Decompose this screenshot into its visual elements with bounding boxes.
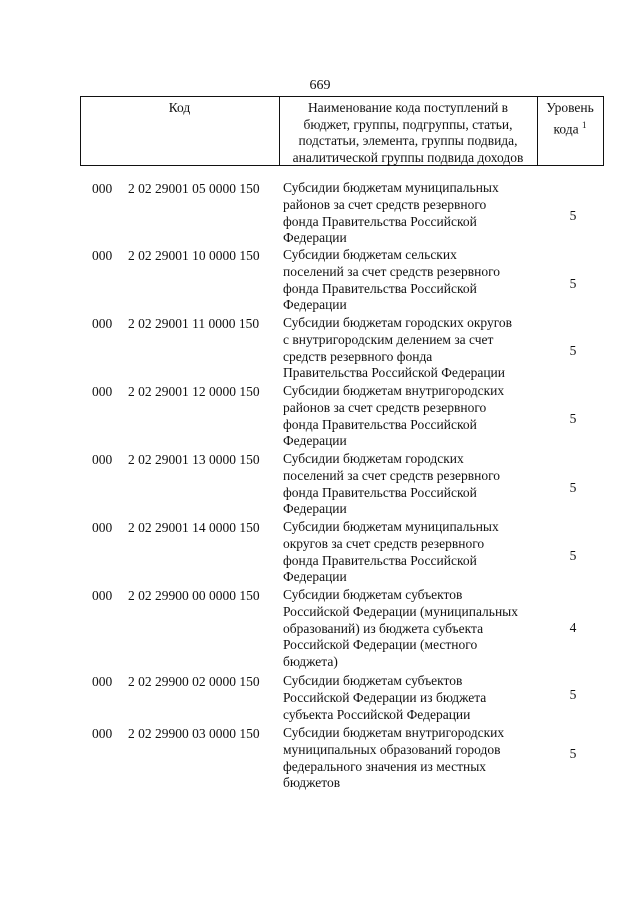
revenue-name [283, 673, 535, 723]
code-level: 5 [569, 548, 577, 563]
revenue-code: 2 02 29001 10 0000 150 [128, 248, 260, 263]
revenue-code: 2 02 29001 12 0000 150 [128, 384, 260, 399]
code-level: 5 [569, 480, 577, 495]
code-level: 5 [569, 208, 577, 223]
revenue-name-line: фонда Правительства Российской [283, 484, 477, 500]
revenue-name-line: бюджета) [283, 654, 338, 670]
revenue-name-line: Субсидии бюджетам внутригородских [283, 725, 505, 740]
header-level [537, 100, 603, 138]
revenue-name-line: Субсидии бюджетам внутригородских [283, 383, 505, 398]
revenue-code: 2 02 29900 00 0000 150 [128, 588, 260, 603]
revenue-name-line: Федерации [283, 501, 347, 517]
revenue-code: 2 02 29900 03 0000 150 [128, 726, 260, 741]
revenue-name-line: образований) из бюджета субъекта [283, 620, 484, 636]
revenue-name-line: Федерации [283, 569, 347, 585]
revenue-name [283, 725, 535, 792]
header-top-border [80, 96, 604, 97]
admin-code: 000 [92, 316, 113, 331]
revenue-name-line: поселений за счет средств резервного [283, 263, 501, 279]
revenue-name-line: с внутригородским делением за счет [283, 331, 494, 347]
code-level: 5 [569, 687, 577, 702]
revenue-name-line: Субсидии бюджетам городских округов [283, 315, 513, 330]
admin-code: 000 [92, 674, 113, 689]
code-level: 5 [569, 343, 577, 358]
admin-code: 000 [92, 520, 113, 535]
revenue-name-line: Субсидии бюджетам субъектов [283, 673, 463, 688]
revenue-name-line: Российской Федерации (муниципальных [283, 603, 518, 619]
revenue-name-line: Субсидии бюджетам сельских [283, 247, 457, 262]
revenue-name-line: Федерации [283, 297, 347, 313]
revenue-name [283, 451, 535, 518]
revenue-name [283, 247, 535, 314]
admin-code: 000 [92, 588, 113, 603]
code-level: 4 [569, 620, 577, 635]
footnote-marker: 1 [581, 119, 587, 130]
revenue-name-line: Субсидии бюджетам субъектов [283, 587, 463, 602]
revenue-name-line: бюджетов [283, 775, 341, 791]
revenue-name-line: Российской Федерации из бюджета [283, 689, 487, 705]
revenue-name-line: фонда Правительства Российской [283, 552, 477, 568]
header-name [279, 100, 537, 166]
revenue-name-line: Субсидии бюджетам муниципальных [283, 519, 499, 534]
code-level: 5 [569, 411, 577, 426]
admin-code: 000 [92, 726, 113, 741]
revenue-code: 2 02 29001 11 0000 150 [128, 316, 260, 331]
revenue-name-line: округов за счет средств резервного [283, 535, 485, 551]
header-code: Код [168, 100, 191, 115]
revenue-name-line: фонда Правительства Российской [283, 280, 477, 296]
revenue-name-line: районов за счет средств резервного [283, 399, 487, 415]
revenue-name-line: Субсидии бюджетам муниципальных [283, 180, 499, 195]
revenue-name [283, 383, 535, 450]
revenue-name-line: Российской Федерации (местного [283, 637, 478, 653]
revenue-name-line: средств резервного фонда [283, 348, 433, 364]
page-number: 669 [309, 78, 331, 93]
table-header [80, 96, 604, 166]
header-level-text: кода [553, 121, 579, 136]
revenue-code: 2 02 29900 02 0000 150 [128, 674, 260, 689]
code-level: 5 [569, 276, 577, 291]
revenue-name [283, 180, 535, 247]
admin-code: 000 [92, 248, 113, 263]
revenue-name [283, 315, 535, 382]
revenue-code: 2 02 29001 13 0000 150 [128, 452, 260, 467]
admin-code: 000 [92, 181, 113, 196]
revenue-code: 2 02 29001 14 0000 150 [128, 520, 260, 535]
revenue-name-line: муниципальных образований городов [283, 741, 501, 757]
revenue-name-line: районов за счет средств резервного [283, 196, 487, 212]
admin-code: 000 [92, 384, 113, 399]
header-level-line2 [537, 117, 603, 138]
header-name-line: аналитической группы подвида доходов [292, 149, 524, 165]
revenue-name-line: Федерации [283, 433, 347, 449]
header-level-line1: Уровень [546, 100, 594, 115]
revenue-name [283, 519, 535, 586]
revenue-name-line: фонда Правительства Российской [283, 213, 477, 229]
admin-code: 000 [92, 452, 113, 467]
revenue-name [283, 587, 535, 671]
revenue-name-line: Субсидии бюджетам городских [283, 451, 464, 466]
header-name-line: бюджет, группы, подгруппы, статьи, [303, 116, 513, 132]
header-name-line: Наименование кода поступлений в [307, 100, 509, 115]
revenue-name-line: Федерации [283, 230, 347, 246]
revenue-name-line: поселений за счет средств резервного [283, 467, 501, 483]
revenue-name-line: федерального значения из местных [283, 758, 487, 774]
revenue-name-line: фонда Правительства Российской [283, 416, 477, 432]
header-right-border [603, 96, 604, 166]
revenue-name-line: Правительства Российской Федерации [283, 365, 505, 381]
header-name-line: подстатьи, элемента, группы подвида, [298, 133, 518, 148]
revenue-code: 2 02 29001 05 0000 150 [128, 181, 260, 196]
code-level: 5 [569, 746, 577, 761]
revenue-name-line: субъекта Российской Федерации [283, 706, 471, 722]
